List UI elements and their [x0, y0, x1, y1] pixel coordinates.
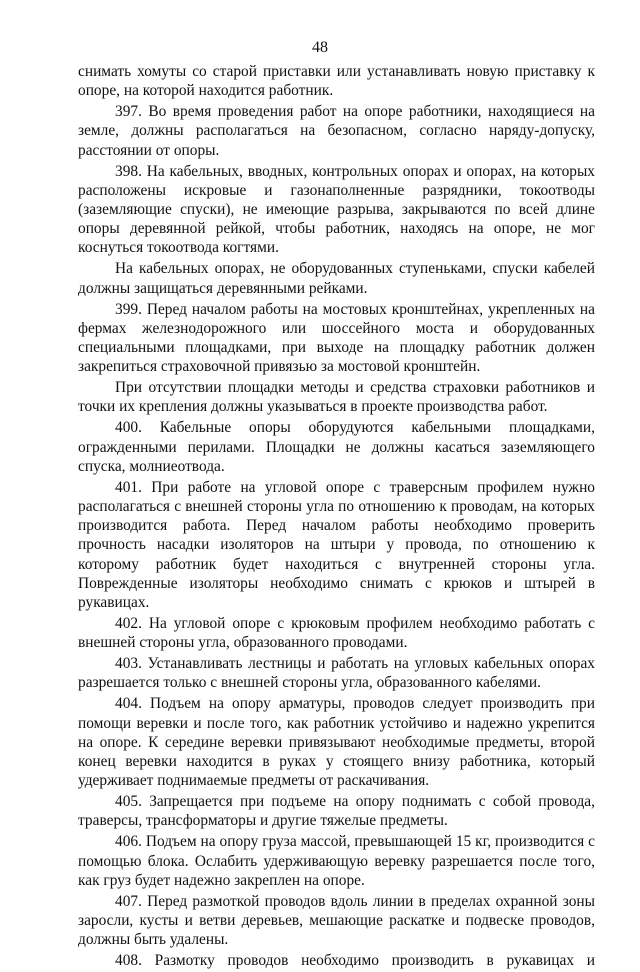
paragraph-398: 398. На кабельных, вводных, контрольных опорах и опорах, на которых расположены искровые и газонаполненные разрядники, токоотводы (заземляющие спуски), не имеющие разрыва, закрываются по всей длине опоры деревянной рейкой, чтобы работник, находясь на опоре, не мог коснуться токоотвода когтями. [78, 162, 595, 257]
paragraph-399-no-platform: При отсутствии площадки методы и средства страховки работников и точки их крепления должны указываться в проекте производства работ. [78, 379, 595, 416]
paragraph-397: 397. Во время проведения работ на опоре работники, находящиеся на земле, должны располагаться на безопасном, согласно наряду-допуску, расстоянии от опоры. [78, 103, 595, 159]
paragraph-401: 401. При работе на угловой опоре с траверсным профилем нужно располагаться с внешней стороны угла по отношению к проводам, на которых производится работа. Перед началом работы необходимо проверить прочность насадки изоляторов на штыри у провода, по отношению к которому работник будет находиться с внутренней стороны угла. Поврежденные изоляторы необходимо снимать с крюков и штырей в рукавицах. [78, 478, 595, 612]
paragraph-402: 402. На угловой опоре с крюковым профилем необходимо работать с внешней стороны угла, образованного проводами. [78, 615, 595, 652]
paragraph-405: 405. Запрещается при подъеме на опору поднимать с собой провода, траверсы, трансформаторы и другие тяжелые предметы. [78, 793, 595, 830]
document-body [78, 62, 595, 972]
paragraph-408: 408. Размотку проводов необходимо производить в рукавицах и [115, 952, 595, 970]
paragraph-404: 404. Подъем на опору арматуры, проводов следует производить при помощи веревки и после того, как работник устойчиво и надежно укрепится на опоре. К середине веревки привязывают необходимые предметы, второй конец веревки находится в руках у стоящего внизу работника, который удерживает поднимаемые предметы от раскачивания. [78, 695, 595, 790]
paragraph-continuation: снимать хомуты со старой приставки или устанавливать новую приставку к опоре, на которой находится работник. [78, 63, 595, 100]
paragraph-406: 406. Подъем на опору груза массой, превышающей 15 кг, производится с помощью блока. Ослабить удерживающую веревку разрешается после того, как груз будет надежно закреплен на опоре. [78, 833, 595, 889]
paragraph-407: 407. Перед размоткой проводов вдоль линии в пределах охранной зоны заросли, кусты и ветви деревьев, мешающие раскатке и подвеске проводов, должны быть удалены. [78, 892, 595, 949]
paragraph-398-cable-supports: На кабельных опорах, не оборудованных ступеньками, спуски кабелей должны защищаться деревянными рейками. [78, 260, 595, 297]
paragraph-400: 400. Кабельные опоры оборудуются кабельными площадками, огражденными перилами. Площадки не должны касаться заземляющего спуска, молниеотвода. [78, 419, 595, 475]
page-number: 48 [312, 39, 328, 56]
paragraph-399: 399. Перед началом работы на мостовых кронштейнах, укрепленных на фермах железнодорожного или шоссейного моста и оборудованных специальными площадками, при выходе на площадку работник должен закрепиться страховочной привязью за мостовой кронштейн. [78, 300, 595, 376]
paragraph-403: 403. Устанавливать лестницы и работать на угловых кабельных опорах разрешается только с внешней стороны угла, образованного кабелями. [78, 655, 595, 692]
